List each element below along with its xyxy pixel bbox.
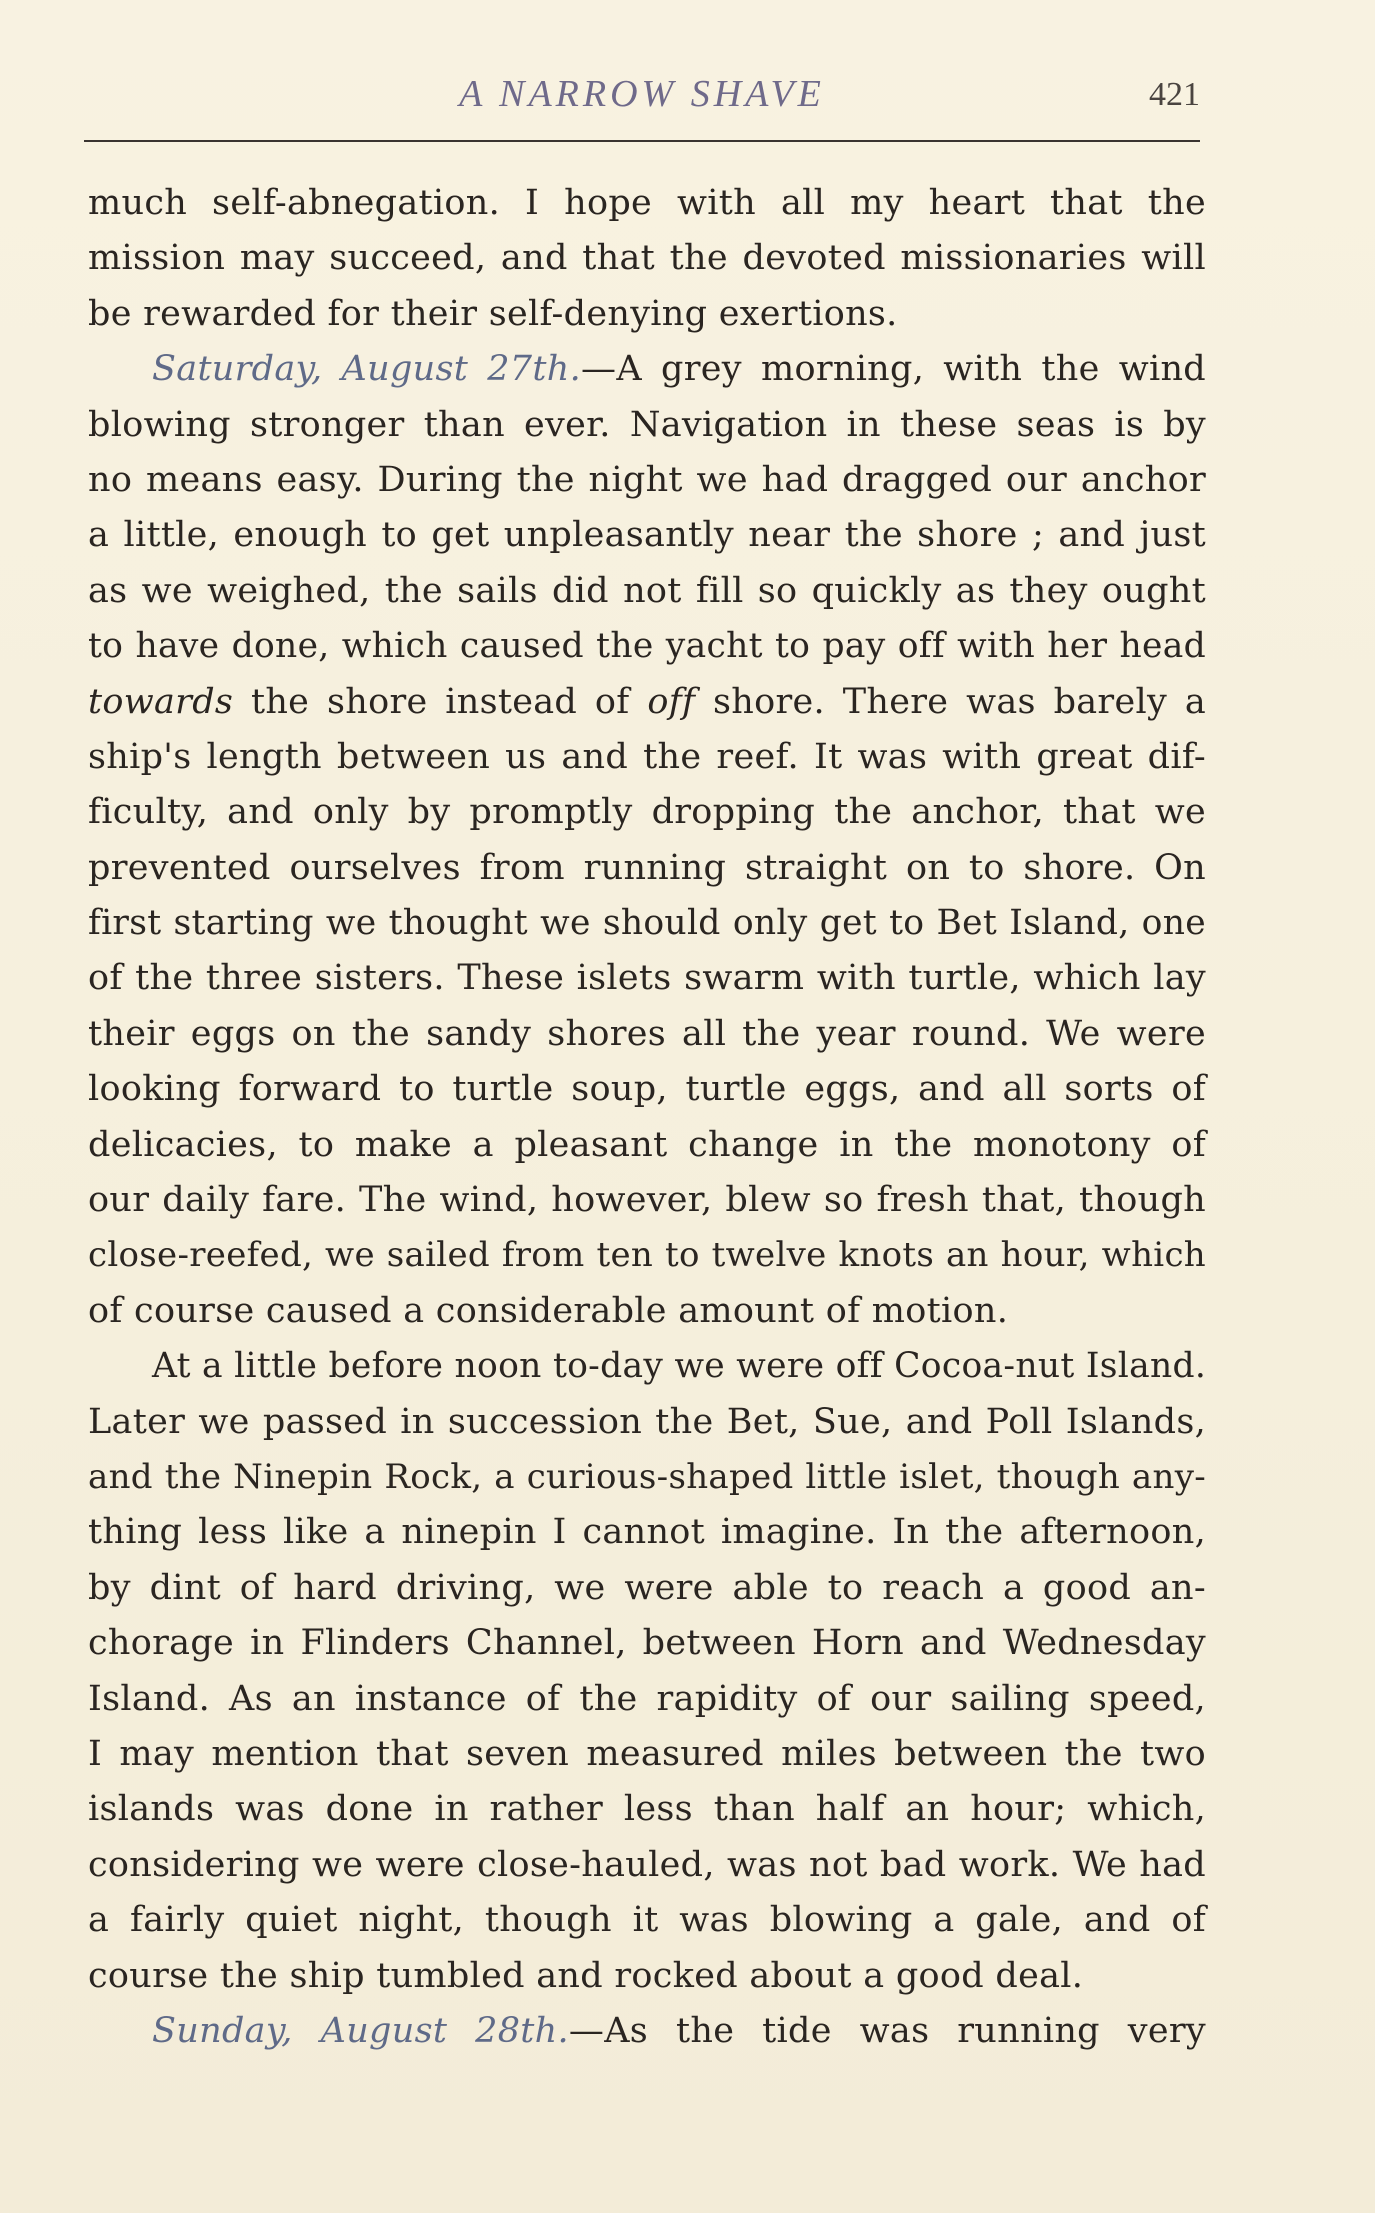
body-text [88,176,1206,2059]
text-line: much self-abnegation. I hope with all my heart that the [88,183,1206,223]
text-line: prevented ourselves from running straight on to shore. On [88,847,1206,888]
text-line: and the Ninepin Rock, a curious-shaped little islet, though any- [88,1456,1206,1497]
text-line: islands was done in rather less than half an hour; which, [88,1789,1206,1830]
text-line: considering we were close-hauled, was not bad work. We had [88,1844,1206,1885]
text-line: mission may succeed, and that the devoted missionaries will [88,238,1206,279]
text-line: At a little before noon to-day we were off Cocoa-nut Island. [152,1346,1207,1387]
header-rule [84,140,1200,142]
text-line: their eggs on the sandy shores all the year round. We were [88,1013,1206,1054]
entry-heading-line [88,342,1206,397]
text-line: Island. As an instance of the rapidity of our sailing speed, [88,1678,1206,1719]
text-line: ficulty, and only by promptly dropping the anchor, that we [88,792,1206,833]
entry-text: —As the tide was running very [568,2010,1206,2051]
text-line: be rewarded for their self-denying exertions. [88,293,898,334]
text-line: thing less like a ninepin I cannot imagine. In the afternoon, [88,1512,1206,1553]
emphasis-towards: towards [88,681,234,722]
text-line: to have done, which caused the yacht to pay off with her head [88,626,1206,667]
text-line: our daily fare. The wind, however, blew so fresh that, though [88,1180,1206,1221]
text-line: no means easy. During the night we had dragged our anchor [88,459,1206,500]
page-number: 421 [1149,76,1200,113]
running-title: A NARROW SHAVE [459,73,825,115]
text-line-emphasis [88,675,1206,730]
text-line: I may mention that seven measured miles between the two [88,1733,1206,1774]
text-line: delicacies, to make a pleasant change in the monotony of [88,1124,1206,1165]
text-run: the shore instead of [233,681,648,722]
emphasis-off: off [647,681,696,722]
text-line: of course caused a considerable amount of motion. [88,1290,1009,1331]
text-line: of the three sisters. These islets swarm with turtle, which lay [88,958,1206,999]
entry-date: Saturday, August 27th. [152,349,582,390]
entry-text: —A grey morning, with the wind [581,349,1206,390]
text-line: a little, enough to get unpleasantly near the shore ; and just [88,515,1206,556]
text-line: blowing stronger than ever. Navigation in these seas is by [88,404,1206,445]
entry-heading-line [88,2004,1206,2059]
text-line: by dint of hard driving, we were able to reach a good an- [88,1567,1206,1608]
running-head [84,72,1200,122]
text-line: a fairly quiet night, though it was blowing a gale, and of [88,1900,1206,1941]
entry-date: Sunday, August 28th. [152,2010,569,2051]
text-line: first starting we thought we should only get to Bet Island, one [88,903,1206,944]
text-line: ship's length between us and the reef. It was with great dif- [88,736,1206,777]
text-line: as we weighed, the sails did not fill so quickly as they ought [88,570,1206,611]
text-line: Later we passed in succession the Bet, Sue, and Poll Islands, [88,1401,1206,1442]
text-line: looking forward to turtle soup, turtle eggs, and all sorts of [88,1069,1206,1110]
text-line: close-reefed, we sailed from ten to twelve knots an hour, which [88,1235,1206,1276]
text-line: course the ship tumbled and rocked about a good deal. [88,1955,1084,1996]
text-run: shore. There was barely a [695,681,1207,722]
text-line: chorage in Flinders Channel, between Horn and Wednesday [88,1623,1206,1664]
